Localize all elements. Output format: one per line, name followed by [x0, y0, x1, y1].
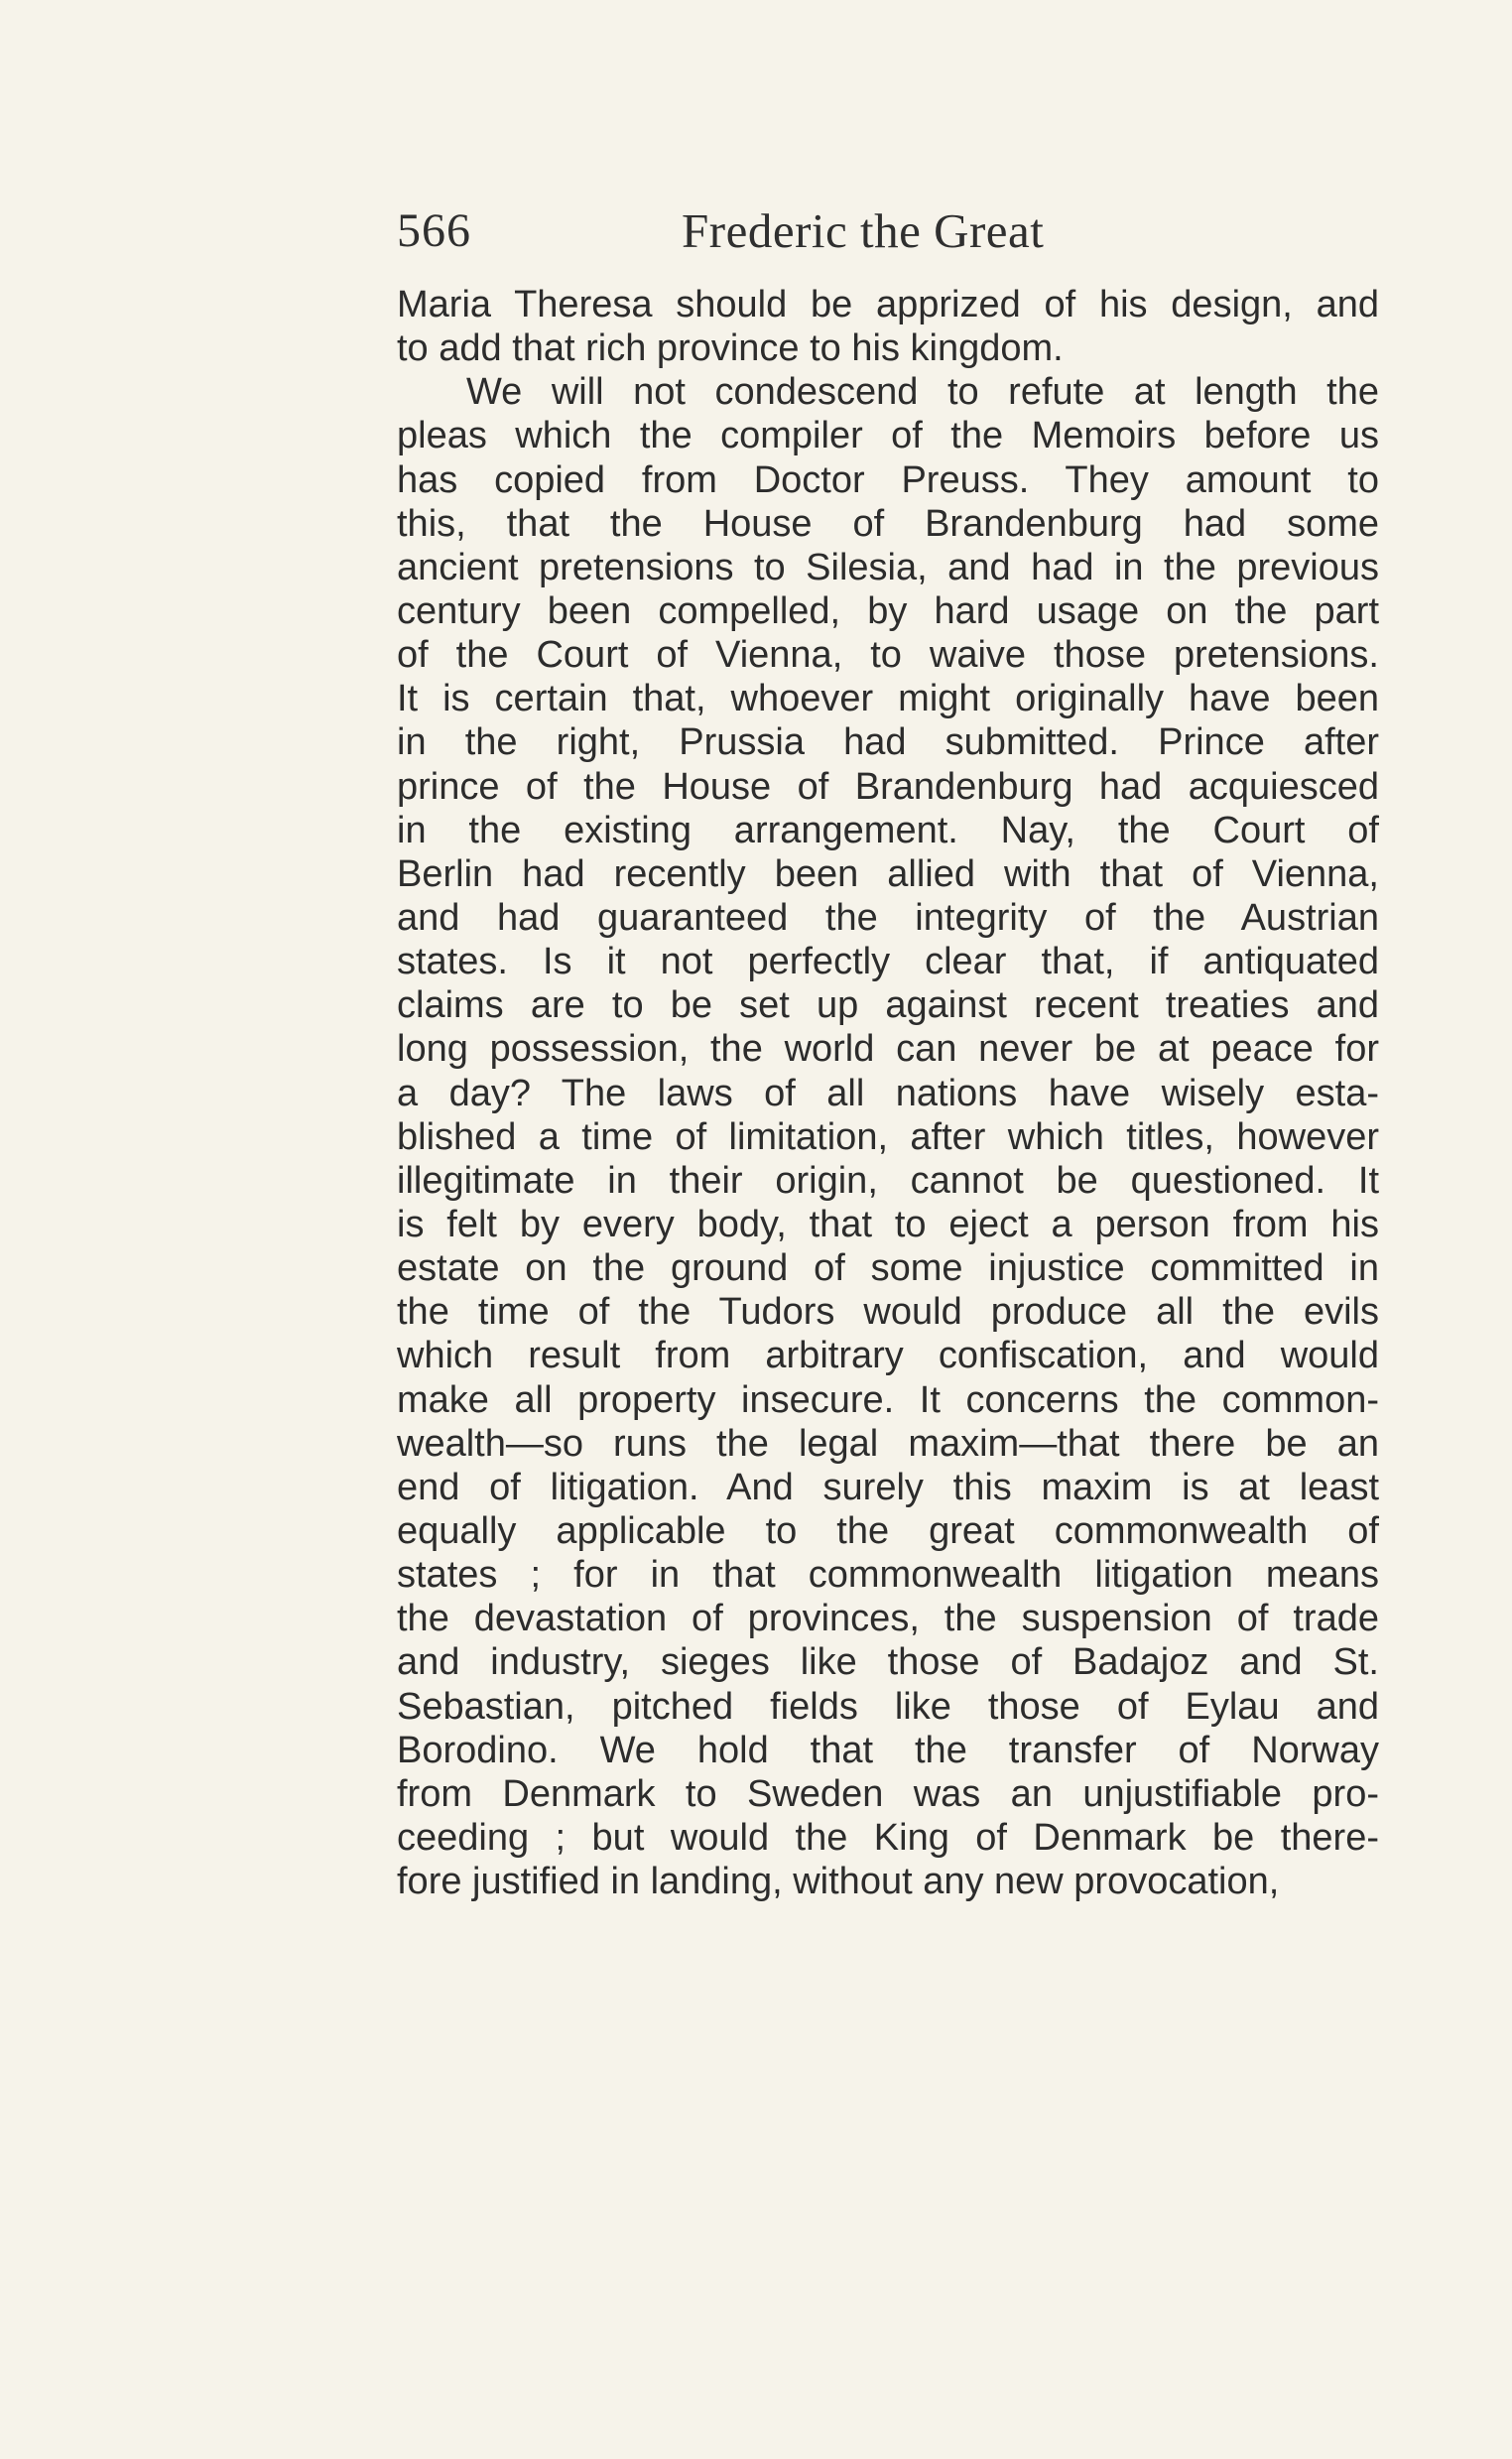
text-line: equally applicable to the great commonwealth of [397, 1509, 1379, 1552]
text-line: It is certain that, whoever might originally have been [397, 678, 1379, 720]
text-line: make all property insecure. It concerns the common- [397, 1378, 1379, 1421]
text-line: and industry, sieges like those of Badajoz and St. [397, 1641, 1379, 1684]
text-line: the devastation of provinces, the suspension of trade [397, 1598, 1379, 1640]
text-line: states. Is it not perfectly clear that, if antiquated [397, 941, 1379, 983]
text-line: ancient pretensions to Silesia, and had in the previous [397, 546, 1379, 588]
text-line: this, that the House of Brandenburg had some [397, 502, 1379, 545]
text-line: which result from arbitrary confiscation, and would [397, 1335, 1379, 1377]
text-line: end of litigation. And surely this maxim is at least [397, 1466, 1379, 1508]
text-line: estate on the ground of some injustice committed in [397, 1247, 1379, 1290]
page-number: 566 [397, 204, 471, 257]
text-line: from Denmark to Sweden was an unjustifiable pro- [397, 1772, 1379, 1815]
text-line: is felt by every body, that to eject a person from his [397, 1203, 1379, 1245]
text-line: Borodino. We hold that the transfer of Norway [397, 1729, 1379, 1771]
text-line: claims are to be set up against recent treaties and [397, 984, 1379, 1027]
text-line: of the Court of Vienna, to waive those pretensions. [397, 634, 1379, 677]
text-line: Sebastian, pitched fields like those of Eylau and [397, 1685, 1379, 1728]
text-line: century been compelled, by hard usage on the part [397, 589, 1379, 632]
text-line: in the right, Prussia had submitted. Prince after [397, 721, 1379, 764]
text-line: ceeding ; but would the King of Denmark be there- [397, 1816, 1379, 1859]
text-line: wealth—so runs the legal maxim—that there be an [397, 1422, 1379, 1465]
text-line: Berlin had recently been allied with that of Vienna, [397, 852, 1379, 895]
body-text [397, 283, 1379, 1903]
text-line: fore justified in landing, without any new provocation, [397, 1861, 1280, 1903]
text-line: states ; for in that commonwealth litigation means [397, 1554, 1379, 1597]
text-line: and had guaranteed the integrity of the Austrian [397, 896, 1379, 939]
text-line: to add that rich province to his kingdom. [397, 327, 1064, 370]
text-line: in the existing arrangement. Nay, the Court of [397, 809, 1379, 851]
text-line: We will not condescend to refute at length the [466, 371, 1379, 414]
text-line: prince of the House of Brandenburg had acquiesced [397, 765, 1379, 808]
text-line: blished a time of limitation, after which titles, however [397, 1115, 1379, 1158]
text-line: a day? The laws of all nations have wisely esta- [397, 1072, 1379, 1114]
text-line: the time of the Tudors would produce all the evils [397, 1291, 1379, 1334]
text-line: pleas which the compiler of the Memoirs before us [397, 415, 1379, 457]
page-header [397, 201, 1389, 261]
text-line: long possession, the world can never be at peace for [397, 1028, 1379, 1071]
text-line: illegitimate in their origin, cannot be questioned. It [397, 1159, 1379, 1202]
text-line: Maria Theresa should be apprized of his design, and [397, 284, 1379, 325]
running-title: Frederic the Great [682, 203, 1045, 258]
text-line: has copied from Doctor Preuss. They amount to [397, 458, 1379, 501]
